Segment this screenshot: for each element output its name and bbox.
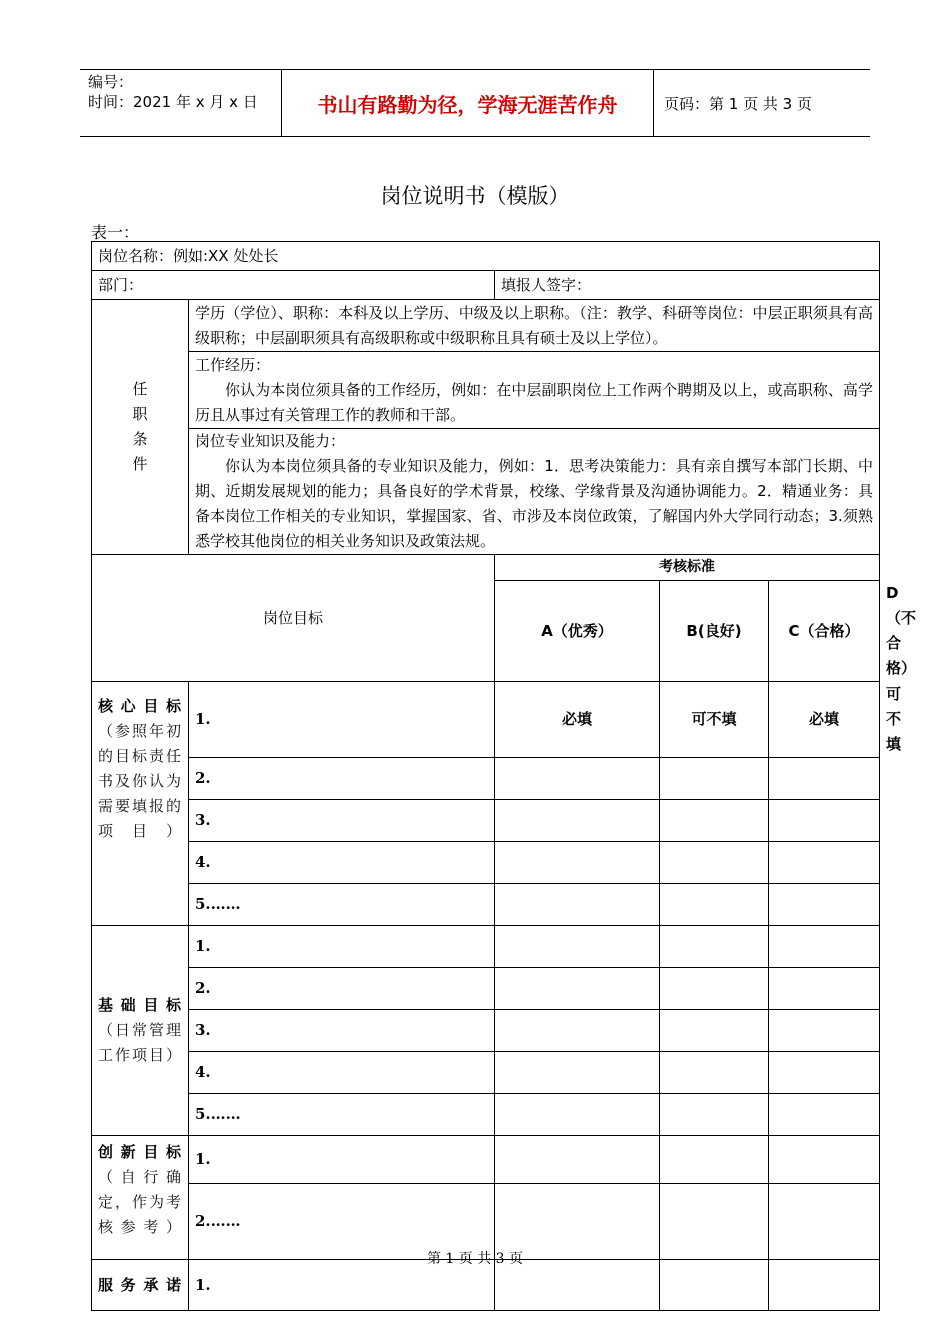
grade-cell[interactable] [769,1010,880,1052]
innovation-goal-item[interactable]: 1. [189,1136,495,1184]
grade-cell[interactable] [660,842,769,884]
grade-cell[interactable] [769,800,880,842]
goal-header: 岗位目标 [92,555,495,682]
grade-cell[interactable] [495,800,660,842]
service-commitment-item[interactable]: 1. [189,1260,495,1311]
grade-cell[interactable] [769,884,880,926]
core-mark-a[interactable]: 必填 [495,682,660,758]
job-description-table: 岗位名称：例如:XX 处处长 部门： 填报人签字： 任 职 条 件 学历（学位）、职称：本科及以上学历、中级及以上职称。（注：教学、科研等岗位：中层正职须具有高级职称；中层副职须具有高级职称或中级职称且具有硕士及以上学位）。 工作经历： 你认为本岗位须具备的工作经历，例如：在中层副职岗位上工作两个聘期及以上，或高职称、高学历且从事过有关管理工作的教师和干部。 岗位专业知识及能力： 你认为本岗位须具备的专业知识及能力，例如：1．思考决策能力：具有亲自撰写本部门长期、中期、近期发展规划的能力；具备良好的学术背景，校缘、学缘背景及沟通协调能力。2．精通业务：具备本岗位工作相关的专业知识，掌握国家、省、市涉及本岗位政策，了解国内外大学同行动态；3.须熟悉学校其他岗位的相关业务知识及政策法规。 岗位目标 考核标准 A（优秀） B(良好) C（合格） D（不合格） 核心目标 （参照年初的目标责任书及你认为需要填报的项目） 1. 必填 可不填 必填 可不填 2. 3. 4. 5.…… 基础目标 （日常管理工作项目） 1. 2. 3. 4. 5.…… 创新目标 （自行确定，作为考核参考） 1. 2.…… 服务承诺 1. [91,241,880,1311]
page-header [80,69,870,137]
grade-cell[interactable] [495,1136,660,1184]
service-commitment-category: 服务承诺 [92,1260,189,1311]
header-page-info: 页码：第 1 页 共 3 页 [664,94,812,113]
grade-cell[interactable] [660,968,769,1010]
grade-cell[interactable] [495,1094,660,1136]
grade-a-header: A（优秀） [495,581,660,682]
code-label: 编号： [88,73,134,91]
grade-c-header: C（合格） [769,581,880,682]
basic-goal-item[interactable]: 4. [189,1052,495,1094]
grade-cell[interactable] [660,1010,769,1052]
core-goal-category: 核心目标 （参照年初的目标责任书及你认为需要填报的项目） [92,682,189,926]
basic-goal-item[interactable]: 5.…… [189,1094,495,1136]
grade-b-header: B(良好) [660,581,769,682]
grade-cell[interactable] [660,926,769,968]
basic-goal-item[interactable]: 3. [189,1010,495,1052]
grade-cell[interactable] [660,1094,769,1136]
core-goal-item[interactable]: 3. [189,800,495,842]
header-meta [88,72,258,112]
grade-cell[interactable] [660,800,769,842]
basic-goal-item[interactable]: 2. [189,968,495,1010]
grade-cell[interactable] [769,1136,880,1184]
position-name-field[interactable]: 岗位名称：例如:XX 处处长 [92,242,880,271]
innovation-goal-category: 创新目标 （自行确定，作为考核参考） [92,1136,189,1260]
time-label: 时间：2021 年 x 月 x 日 [88,93,258,111]
grade-cell[interactable] [660,758,769,800]
core-goal-item[interactable]: 5.…… [189,884,495,926]
department-field[interactable]: 部门： [92,271,495,300]
qualification-label: 任 职 条 件 [92,300,189,555]
innovation-goal-item[interactable]: 2.…… [189,1184,495,1260]
core-mark-b[interactable]: 可不填 [660,682,769,758]
skills-requirement[interactable]: 岗位专业知识及能力： 你认为本岗位须具备的专业知识及能力，例如：1．思考决策能力：具有亲自撰写本部门长期、中期、近期发展规划的能力；具备良好的学术背景，校缘、学缘背景及沟通协调能力。2．精通业务：具备本岗位工作相关的专业知识，掌握国家、省、市涉及本岗位政策，了解国内外大学同行动态；3.须熟悉学校其他岗位的相关业务知识及政策法规。 [189,429,880,555]
grade-cell[interactable] [769,758,880,800]
grade-cell[interactable] [660,884,769,926]
grade-cell[interactable] [769,1052,880,1094]
page-footer: 第 1 页 共 3 页 [426,1251,524,1267]
grade-cell[interactable] [495,842,660,884]
grade-cell[interactable] [660,1136,769,1184]
basic-goal-category: 基础目标 （日常管理工作项目） [92,926,189,1136]
core-mark-c[interactable]: 必填 [769,682,880,758]
grade-cell[interactable] [769,842,880,884]
core-goal-item[interactable]: 4. [189,842,495,884]
grade-cell[interactable] [495,1052,660,1094]
grade-cell[interactable] [495,926,660,968]
core-goal-item[interactable]: 2. [189,758,495,800]
grade-cell[interactable] [495,884,660,926]
grade-cell[interactable] [769,926,880,968]
grade-cell[interactable] [660,1052,769,1094]
grade-cell[interactable] [769,968,880,1010]
grade-cell[interactable] [769,1094,880,1136]
grade-cell[interactable] [495,758,660,800]
work-experience-requirement[interactable]: 工作经历： 你认为本岗位须具备的工作经历，例如：在中层副职岗位上工作两个聘期及以上，或高职称、高学历且从事过有关管理工作的教师和干部。 [189,352,880,429]
core-goal-item[interactable]: 1. [189,682,495,758]
criteria-header: 考核标准 [495,555,880,581]
header-motto: 书山有路勤为径，学海无涯苦作舟 [317,92,618,117]
basic-goal-item[interactable]: 1. [189,926,495,968]
grade-cell[interactable] [495,968,660,1010]
education-requirement[interactable]: 学历（学位）、职称：本科及以上学历、中级及以上职称。（注：教学、科研等岗位：中层正职须具有高级职称；中层副职须具有高级职称或中级职称且具有硕士及以上学位）。 [189,300,880,352]
document-title: 岗位说明书（模版） [380,184,570,208]
table-label: 表一： [91,223,140,242]
grade-cell[interactable] [495,1010,660,1052]
filler-signature-field[interactable]: 填报人签字： [495,271,880,300]
header-divider [653,70,654,136]
